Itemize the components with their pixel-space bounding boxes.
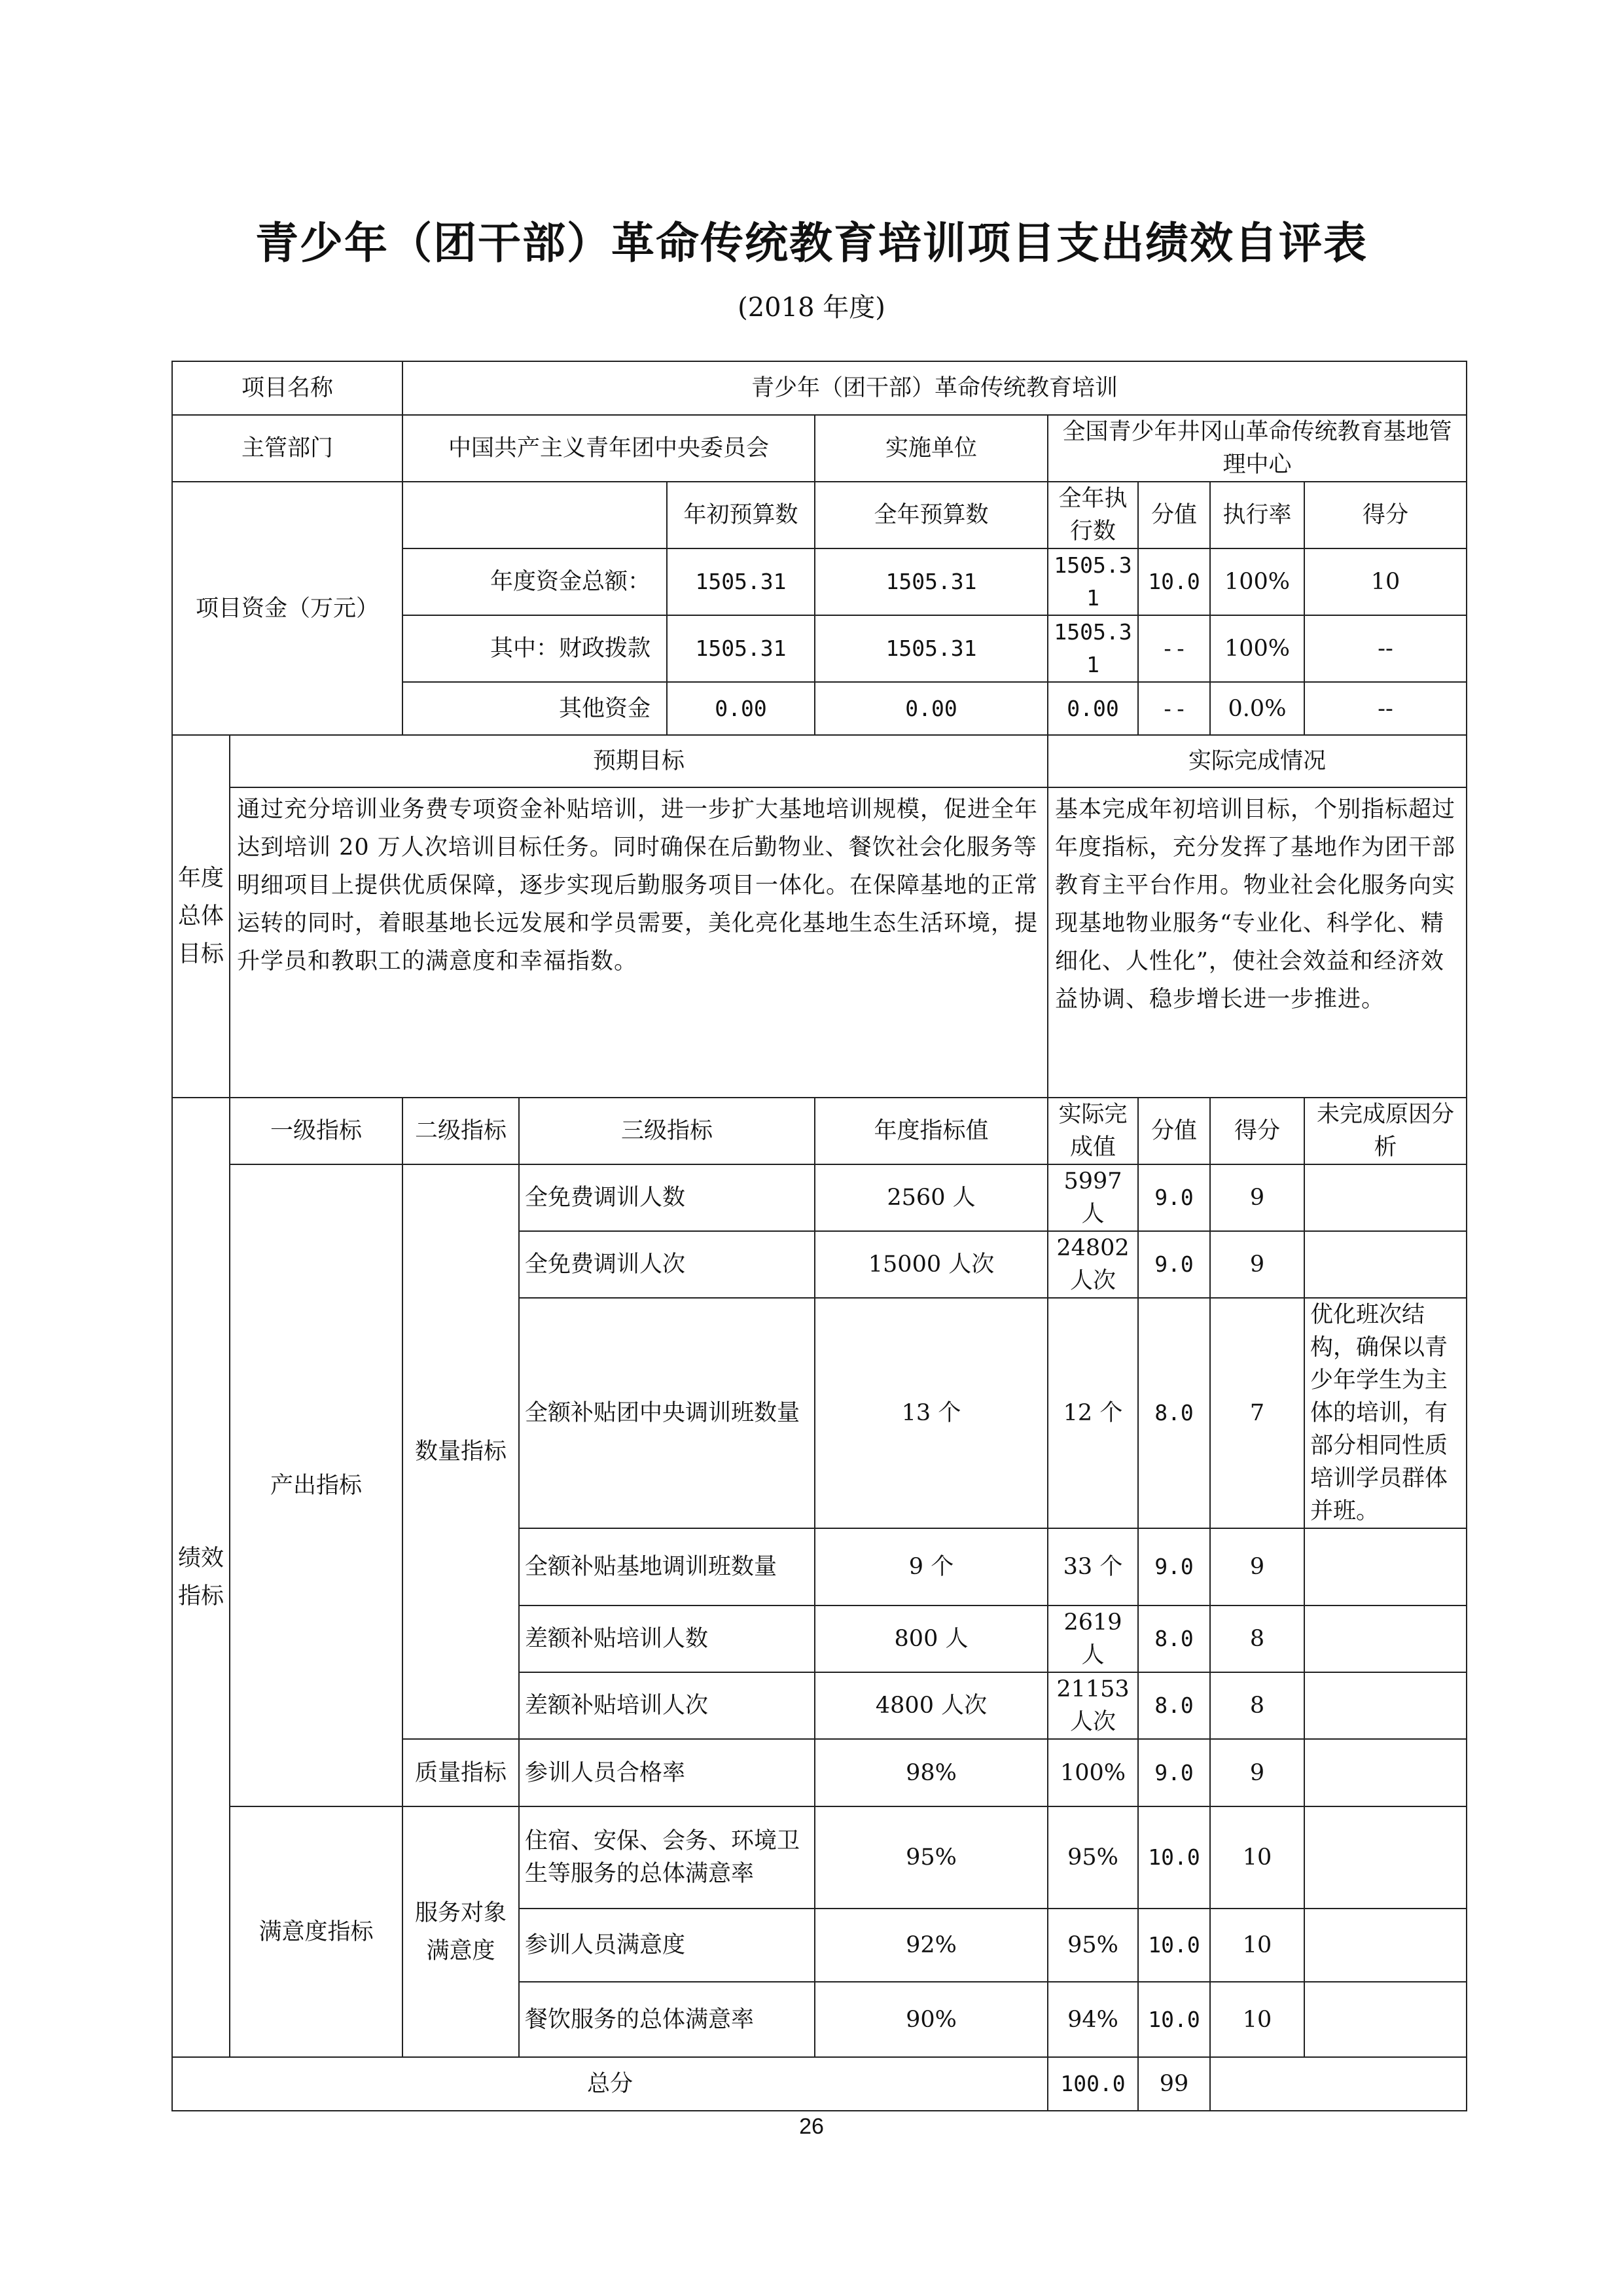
funds-header-annual: 全年预算数 <box>815 482 1048 548</box>
funds-rate: 100% <box>1210 615 1304 682</box>
funds-annual: 0.00 <box>815 682 1048 735</box>
funds-score-value: 10.0 <box>1138 548 1210 615</box>
indicator-actual: 33 个 <box>1048 1528 1138 1605</box>
indicator-score: 9 <box>1210 1164 1304 1231</box>
indicator-target: 4800 人次 <box>815 1672 1048 1739</box>
indicators-header-row <box>172 1098 1467 1164</box>
goals-expected-label: 预期目标 <box>230 735 1048 787</box>
indicator-reason <box>1304 1672 1467 1739</box>
satisfaction-indicator-label: 满意度指标 <box>230 1806 402 2057</box>
output-indicator-label: 产出指标 <box>230 1164 402 1806</box>
indicator-reason <box>1304 1909 1467 1982</box>
indicator-name: 差额补贴培训人数 <box>519 1605 815 1672</box>
indicator-reason <box>1304 1231 1467 1298</box>
indicator-value: 9.0 <box>1138 1231 1210 1298</box>
project-name-value: 青少年（团干部）革命传统教育培训 <box>402 361 1467 415</box>
total-label: 总分 <box>172 2057 1048 2111</box>
indicator-actual: 12 个 <box>1048 1298 1138 1528</box>
indicator-value: 9.0 <box>1138 1739 1210 1806</box>
indicator-actual: 95% <box>1048 1909 1138 1982</box>
indicator-target: 13 个 <box>815 1298 1048 1528</box>
funds-row-label: 年度资金总额： <box>402 548 667 615</box>
indicator-actual: 5997 人 <box>1048 1164 1138 1231</box>
funds-header-rate: 执行率 <box>1210 482 1304 548</box>
funds-score: -- <box>1304 615 1467 682</box>
impl-value: 全国青少年井冈山革命传统教育基地管理中心 <box>1048 415 1467 482</box>
indicator-score: 10 <box>1210 1909 1304 1982</box>
funds-executed: 1505.31 <box>1048 615 1138 682</box>
funds-rate: 100% <box>1210 548 1304 615</box>
indicator-actual: 21153 人次 <box>1048 1672 1138 1739</box>
page-number: 26 <box>799 2114 824 2139</box>
project-name-label: 项目名称 <box>172 361 402 415</box>
indicator-name: 全额补贴基地调训班数量 <box>519 1528 815 1605</box>
funds-annual: 1505.31 <box>815 615 1048 682</box>
indicators-header-reason: 未完成原因分析 <box>1304 1098 1467 1164</box>
goals-actual-text: 基本完成年初培训目标，个别指标超过年度指标，充分发挥了基地作为团干部教育主平台作用。物业社会化服务向实现基地物业服务“专业化、科学化、精细化、人性化”，使社会效益和经济效益协调、稳步增长进一步推进。 <box>1048 787 1467 1098</box>
total-row <box>172 2057 1467 2111</box>
indicator-name: 住宿、安保、会务、环境卫生等服务的总体满意率 <box>519 1806 815 1909</box>
indicator-score: 8 <box>1210 1672 1304 1739</box>
evaluation-table <box>171 361 1467 2111</box>
funds-score: 10 <box>1304 548 1467 615</box>
goals-header-row <box>172 735 1467 787</box>
funds-header-row <box>172 482 1467 548</box>
funds-score-value: -- <box>1138 615 1210 682</box>
indicator-target: 98% <box>815 1739 1048 1806</box>
indicator-value: 8.0 <box>1138 1605 1210 1672</box>
service-satisfaction-label: 服务对象满意度 <box>402 1806 519 2057</box>
indicator-actual: 95% <box>1048 1806 1138 1909</box>
funds-row-label: 其中：财政拨款 <box>402 615 667 682</box>
indicators-label: 绩效指标 <box>172 1098 230 2057</box>
funds-initial: 1505.31 <box>667 615 815 682</box>
indicator-target: 15000 人次 <box>815 1231 1048 1298</box>
indicators-header-level2: 二级指标 <box>402 1098 519 1164</box>
indicator-row <box>172 1806 1467 1909</box>
indicator-actual: 2619 人 <box>1048 1605 1138 1672</box>
quantity-indicator-label: 数量指标 <box>402 1164 519 1739</box>
goals-actual-label: 实际完成情况 <box>1048 735 1467 787</box>
indicator-score: 9 <box>1210 1231 1304 1298</box>
indicator-target: 92% <box>815 1909 1048 1982</box>
funds-header-initial: 年初预算数 <box>667 482 815 548</box>
indicator-actual: 24802 人次 <box>1048 1231 1138 1298</box>
funds-initial: 0.00 <box>667 682 815 735</box>
indicator-target: 90% <box>815 1982 1048 2057</box>
funds-score: -- <box>1304 682 1467 735</box>
indicators-header-level3: 三级指标 <box>519 1098 815 1164</box>
indicator-value: 10.0 <box>1138 1806 1210 1909</box>
quality-indicator-label: 质量指标 <box>402 1739 519 1806</box>
total-value: 100.0 <box>1048 2057 1138 2111</box>
indicator-score: 7 <box>1210 1298 1304 1528</box>
indicator-reason <box>1304 1739 1467 1806</box>
indicator-value: 10.0 <box>1138 1909 1210 1982</box>
funds-header-executed: 全年执行数 <box>1048 482 1138 548</box>
indicator-row <box>172 1164 1467 1231</box>
indicator-reason <box>1304 1605 1467 1672</box>
funds-annual: 1505.31 <box>815 548 1048 615</box>
indicator-name: 参训人员满意度 <box>519 1909 815 1982</box>
indicator-actual: 94% <box>1048 1982 1138 2057</box>
indicator-score: 10 <box>1210 1806 1304 1909</box>
indicator-target: 95% <box>815 1806 1048 1909</box>
funds-row-label: 其他资金 <box>402 682 667 735</box>
indicator-name: 全额补贴团中央调训班数量 <box>519 1298 815 1528</box>
indicator-score: 9 <box>1210 1528 1304 1605</box>
indicator-actual: 100% <box>1048 1739 1138 1806</box>
funds-header-blank <box>402 482 667 548</box>
project-name-row <box>172 361 1467 415</box>
indicator-target: 800 人 <box>815 1605 1048 1672</box>
funds-executed: 0.00 <box>1048 682 1138 735</box>
indicator-score: 9 <box>1210 1739 1304 1806</box>
indicator-value: 10.0 <box>1138 1982 1210 2057</box>
total-reason <box>1210 2057 1467 2111</box>
indicators-header-target: 年度指标值 <box>815 1098 1048 1164</box>
indicators-header-score: 得分 <box>1210 1098 1304 1164</box>
indicator-target: 9 个 <box>815 1528 1048 1605</box>
funds-rate: 0.0% <box>1210 682 1304 735</box>
goals-content-row <box>172 787 1467 1098</box>
funds-label: 项目资金（万元） <box>172 482 402 735</box>
goals-label: 年度总体目标 <box>172 735 230 1098</box>
funds-header-score: 得分 <box>1304 482 1467 548</box>
indicator-reason <box>1304 1806 1467 1909</box>
indicator-value: 8.0 <box>1138 1672 1210 1739</box>
indicator-target: 2560 人 <box>815 1164 1048 1231</box>
indicator-name: 全免费调训人数 <box>519 1164 815 1231</box>
goals-expected-text: 通过充分培训业务费专项资金补贴培训，进一步扩大基地培训规模，促进全年达到培训 20 万人次培训目标任务。同时确保在后勤物业、餐饮社会化服务等明细项目上提供优质保障，逐步实现后勤服务项目一体化。在保障基地的正常运转的同时，着眼基地长远发展和学员需要，美化亮化基地生态生活环境，提升学员和教职工的满意度和幸福指数。 <box>230 787 1048 1098</box>
page-title: 青少年（团干部）革命传统教育培训项目支出绩效自评表 <box>255 218 1368 268</box>
indicator-value: 8.0 <box>1138 1298 1210 1528</box>
page-subtitle: (2018 年度) <box>738 293 885 323</box>
indicator-reason <box>1304 1982 1467 2057</box>
funds-score-value: -- <box>1138 682 1210 735</box>
indicators-header-value: 分值 <box>1138 1098 1210 1164</box>
indicator-name: 差额补贴培训人次 <box>519 1672 815 1739</box>
indicator-score: 8 <box>1210 1605 1304 1672</box>
indicators-header-level1: 一级指标 <box>230 1098 402 1164</box>
department-row <box>172 415 1467 482</box>
indicator-name: 餐饮服务的总体满意率 <box>519 1982 815 2057</box>
total-score: 99 <box>1138 2057 1210 2111</box>
dept-label: 主管部门 <box>172 415 402 482</box>
funds-initial: 1505.31 <box>667 548 815 615</box>
indicator-name: 全免费调训人次 <box>519 1231 815 1298</box>
dept-value: 中国共产主义青年团中央委员会 <box>402 415 815 482</box>
indicator-value: 9.0 <box>1138 1528 1210 1605</box>
indicators-header-actual: 实际完成值 <box>1048 1098 1138 1164</box>
indicator-name: 参训人员合格率 <box>519 1739 815 1806</box>
indicator-score: 10 <box>1210 1982 1304 2057</box>
funds-executed: 1505.31 <box>1048 548 1138 615</box>
funds-header-value: 分值 <box>1138 482 1210 548</box>
indicator-reason <box>1304 1528 1467 1605</box>
indicator-reason: 优化班次结构，确保以青少年学生为主体的培训，有部分相同性质培训学员群体并班。 <box>1304 1298 1467 1528</box>
indicator-value: 9.0 <box>1138 1164 1210 1231</box>
indicator-reason <box>1304 1164 1467 1231</box>
impl-label: 实施单位 <box>815 415 1048 482</box>
